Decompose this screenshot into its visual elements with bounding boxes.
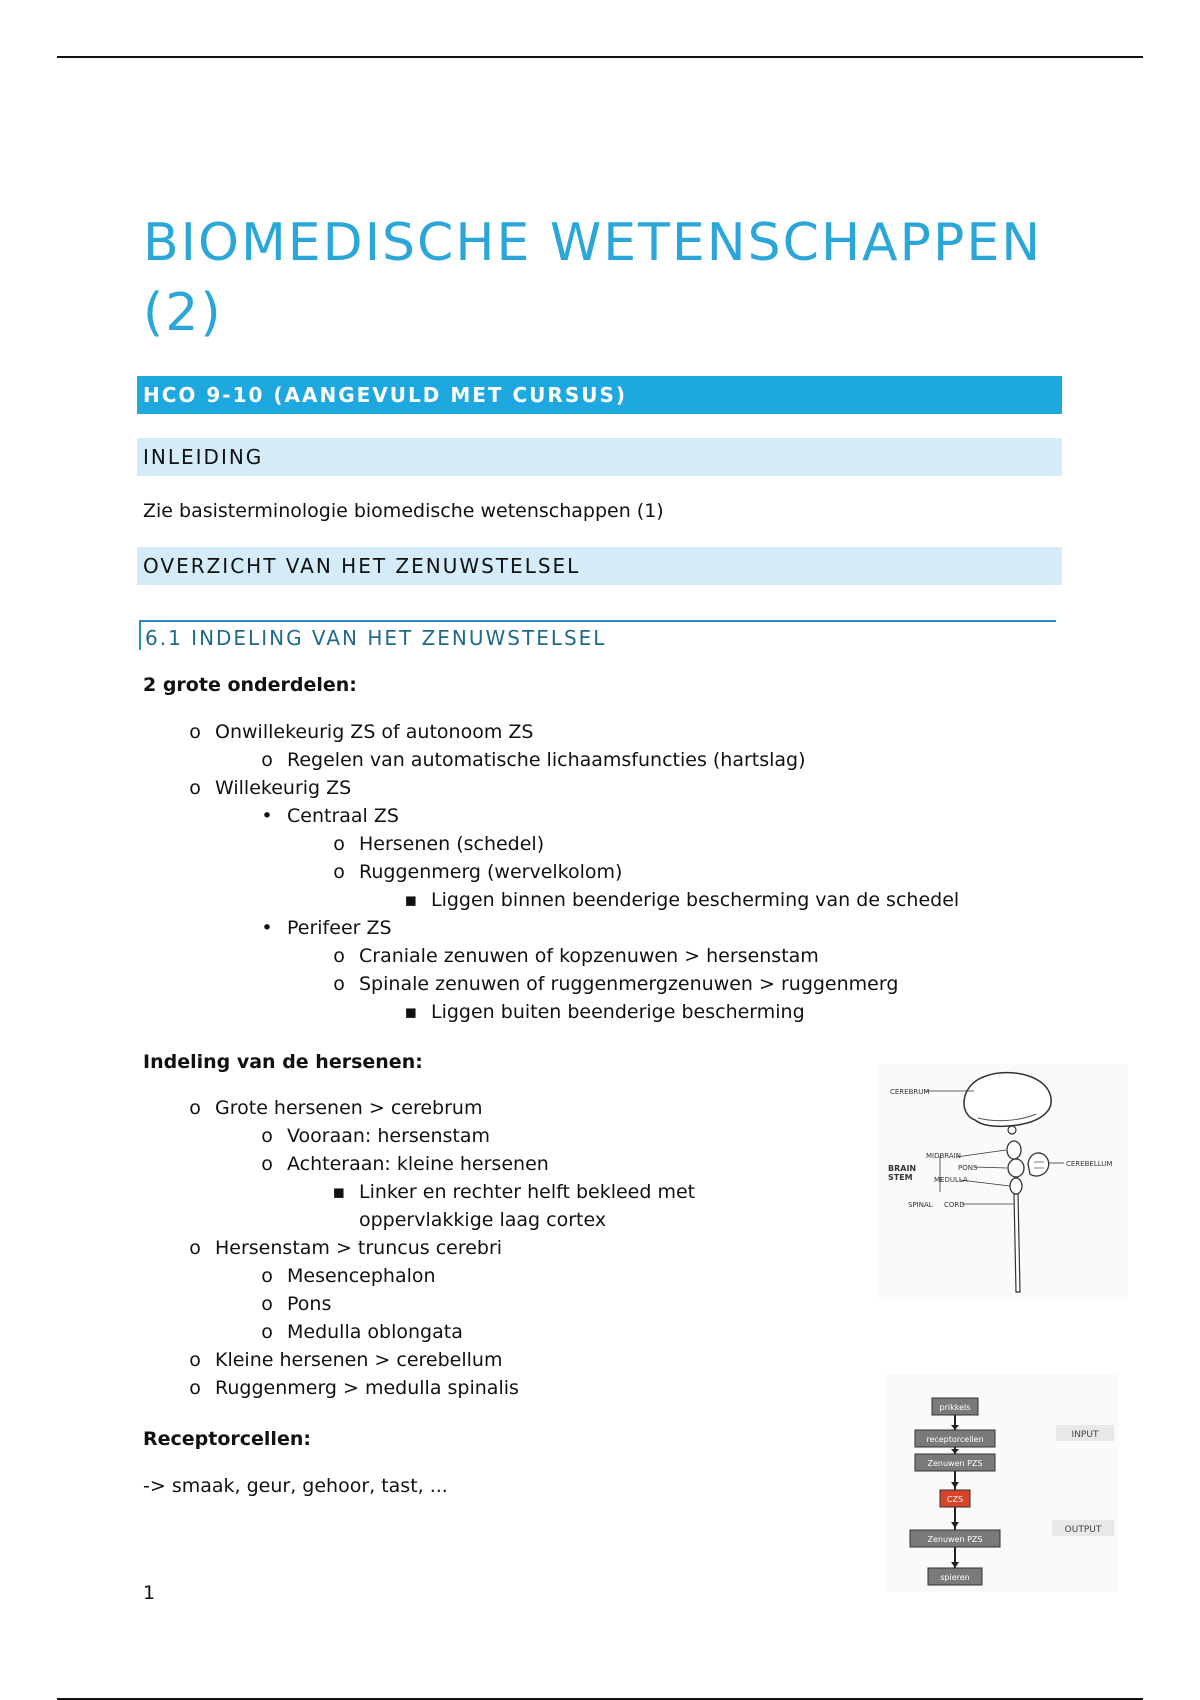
- list-item: [143, 1150, 779, 1178]
- list-item: [143, 1122, 779, 1150]
- label-spinal: SPINAL: [908, 1201, 933, 1209]
- list-item-text: Vooraan: hersenstam: [287, 1125, 491, 1147]
- receptor-text: -> smaak, geur, gehoor, tast, ...: [143, 1475, 448, 1497]
- pineal-shape: [1008, 1126, 1016, 1134]
- list-item: [143, 830, 959, 858]
- list-marker: o: [261, 1125, 273, 1147]
- flow-box-label: receptorcellen: [926, 1435, 984, 1444]
- list-item-text: Linker en rechter helft bekleed met oppervlakkige laag cortex: [359, 1181, 696, 1231]
- list-marker: o: [189, 1377, 201, 1399]
- list-item-text: Ruggenmerg (wervelkolom): [359, 861, 623, 883]
- list-item: [143, 1178, 779, 1234]
- list-marker: o: [333, 861, 345, 883]
- page-number: 1: [143, 1582, 156, 1604]
- list-item: [143, 1094, 779, 1122]
- cerebrum-shape: [964, 1073, 1051, 1127]
- list-marker: o: [189, 777, 201, 799]
- list-item: [143, 774, 959, 802]
- flow-box-label: Zenuwen PZS: [927, 1535, 983, 1544]
- label-pons: PONS: [958, 1164, 978, 1172]
- label-midbrain: MIDBRAIN: [926, 1152, 961, 1160]
- pons-shape: [1008, 1159, 1024, 1177]
- section-heading: HCO 9-10 (AANGEVULD MET CURSUS): [137, 376, 1062, 414]
- hersenen-list: [143, 1094, 779, 1402]
- list-item-text: Spinale zenuwen of ruggenmergzenuwen > ruggenmerg: [359, 973, 899, 995]
- list-marker: ▪: [332, 1181, 346, 1203]
- onderdelen-heading: 2 grote onderdelen:: [143, 674, 357, 696]
- list-item: [143, 1318, 779, 1346]
- list-item: [143, 1234, 779, 1262]
- hersenen-heading: Indeling van de hersenen:: [143, 1051, 423, 1073]
- list-item: [143, 914, 959, 942]
- list-marker: o: [333, 973, 345, 995]
- label-stem: STEM: [888, 1173, 913, 1182]
- list-marker: ▪: [404, 1001, 418, 1023]
- label-cerebrum: CEREBRUM: [890, 1088, 930, 1096]
- list-item: [143, 1346, 779, 1374]
- list-item-text: Hersenen (schedel): [359, 833, 545, 855]
- flow-box-label: spieren: [940, 1573, 970, 1582]
- list-item-text: Liggen binnen beenderige bescherming van de schedel: [431, 889, 960, 911]
- list-marker: o: [261, 1265, 273, 1287]
- list-marker: o: [261, 749, 273, 771]
- top-rule: [57, 56, 1143, 58]
- list-item-text: Achteraan: kleine hersenen: [287, 1153, 549, 1175]
- list-marker: o: [261, 1321, 273, 1343]
- list-marker: •: [261, 917, 273, 939]
- label-medulla: MEDULLA: [934, 1176, 968, 1184]
- heading-overzicht: OVERZICHT VAN HET ZENUWSTELSEL: [137, 547, 1062, 585]
- list-marker: •: [261, 805, 273, 827]
- list-item-text: Liggen buiten beenderige bescherming: [431, 1001, 805, 1023]
- list-item: [143, 1262, 779, 1290]
- list-marker: ▪: [404, 889, 418, 911]
- list-item-text: Centraal ZS: [287, 805, 399, 827]
- list-item: [143, 942, 959, 970]
- list-item: [143, 718, 959, 746]
- medulla-shape: [1010, 1178, 1022, 1194]
- list-item: [143, 1290, 779, 1318]
- list-marker: o: [261, 1293, 273, 1315]
- list-item-text: Pons: [287, 1293, 332, 1315]
- list-item: [143, 1374, 779, 1402]
- subsection-heading: 6.1 INDELING VAN HET ZENUWSTELSEL: [139, 620, 1056, 650]
- flow-diagram: [886, 1374, 1118, 1592]
- list-item: [143, 802, 959, 830]
- list-marker: o: [333, 945, 345, 967]
- list-item-text: Grote hersenen > cerebrum: [215, 1097, 483, 1119]
- list-marker: o: [261, 1153, 273, 1175]
- list-item: [143, 970, 959, 998]
- list-marker: o: [189, 721, 201, 743]
- flow-box-label: Zenuwen PZS: [927, 1459, 983, 1468]
- input-label: INPUT: [1071, 1430, 1099, 1440]
- list-item-text: Craniale zenuwen of kopzenuwen > hersenstam: [359, 945, 819, 967]
- list-marker: o: [333, 833, 345, 855]
- label-cerebellum: CEREBELLUM: [1066, 1160, 1113, 1168]
- receptor-heading: Receptorcellen:: [143, 1428, 311, 1450]
- list-item-text: Onwillekeurig ZS of autonoom ZS: [215, 721, 534, 743]
- list-item-text: Ruggenmerg > medulla spinalis: [215, 1377, 519, 1399]
- list-item-text: Perifeer ZS: [287, 917, 392, 939]
- output-label: OUTPUT: [1064, 1525, 1102, 1535]
- flow-box-label: prikkels: [939, 1403, 971, 1412]
- document-title: BIOMEDISCHE WETENSCHAPPEN (2): [143, 213, 1043, 343]
- list-item-text: Regelen van automatische lichaamsfuncties (hartslag): [287, 749, 806, 771]
- flow-box-label: CZS: [946, 1495, 964, 1504]
- list-item: [143, 858, 959, 886]
- list-marker: o: [189, 1349, 201, 1371]
- label-brain: BRAIN: [888, 1164, 917, 1173]
- list-item-text: Medulla oblongata: [287, 1321, 463, 1343]
- list-item: [143, 886, 959, 914]
- list-item: [143, 746, 959, 774]
- list-item-text: Hersenstam > truncus cerebri: [215, 1237, 503, 1259]
- midbrain-shape: [1007, 1141, 1021, 1159]
- list-item: [143, 998, 959, 1026]
- inleiding-text: Zie basisterminologie biomedische wetenschappen (1): [143, 500, 664, 522]
- brain-diagram: [878, 1064, 1128, 1300]
- list-marker: o: [189, 1097, 201, 1119]
- heading-inleiding: INLEIDING: [137, 438, 1062, 476]
- list-marker: o: [189, 1237, 201, 1259]
- list-item-text: Kleine hersenen > cerebellum: [215, 1349, 503, 1371]
- figure-background: [886, 1374, 1118, 1592]
- label-cord: CORD: [944, 1201, 965, 1209]
- onderdelen-list: [143, 718, 959, 1026]
- cerebellum-shape: [1028, 1153, 1049, 1176]
- list-item-text: Mesencephalon: [287, 1265, 436, 1287]
- list-item-text: Willekeurig ZS: [215, 777, 352, 799]
